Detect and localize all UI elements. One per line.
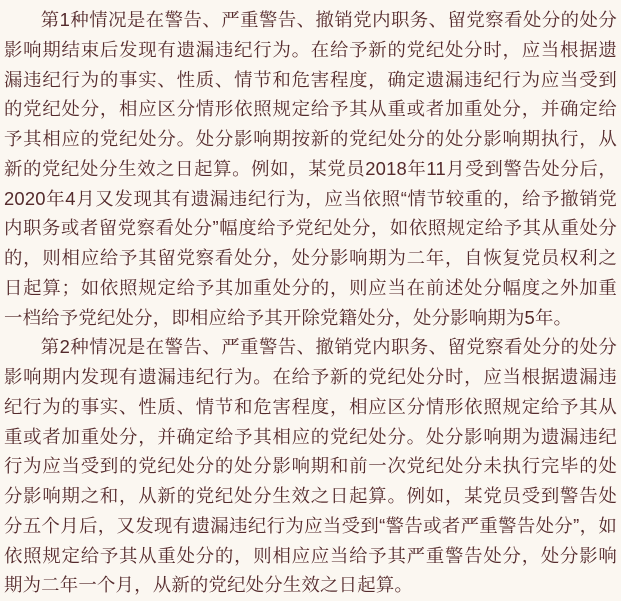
text-line: 重或者加重处分，并确定给予其相应的党纪处分。处分影响期为遗漏违纪 [4, 425, 617, 447]
text-line: 行为应当受到的党纪处分的处分影响期和前一次党纪处分未执行完毕的处 [4, 455, 617, 477]
text-line: 分影响期之和，从新的党纪处分生效之日起算。例如，某党员受到警告处 [4, 485, 617, 506]
text-line: 影响期结束后发现有遗漏违纪行为。在给予新的党纪处分时，应当根据遗 [4, 38, 617, 60]
text-line: 日起算；如依照规定给予其加重处分的，则应当在前述处分幅度之外加重 [4, 276, 617, 298]
text-line: 分五个月后，又发现有遗漏违纪行为应当受到“警告或者严重警告处分”，如 [4, 514, 617, 536]
text-line: 的，则相应给予其留党察看处分，处分影响期为二年，自恢复党员权利之 [4, 247, 617, 268]
text-line: 第1种情况是在警告、严重警告、撤销党内职务、留党察看处分的处分 [40, 9, 617, 30]
text-line: 漏违纪行为的事实、性质、情节和危害程度，确定遗漏违纪行为应当受到 [4, 68, 617, 90]
text-line: 期为二年一个月，从新的党纪处分生效之日起算。 [4, 574, 413, 596]
text-line: 影响期内发现有遗漏违纪行为。在给予新的党纪处分时，应当根据遗漏违 [4, 366, 617, 387]
paragraph-case-1 [4, 5, 617, 332]
text-line: 予其相应的党纪处分。处分影响期按新的党纪处分的处分影响期执行，从 [4, 128, 617, 149]
text-line: 依照规定给予其从重处分的，则相应应当给予其严重警告处分，处分影响 [4, 544, 617, 566]
text-line: 内职务或者留党察看处分”幅度给予党纪处分，如依照规定给予其从重处分 [4, 217, 617, 239]
text-line: 纪行为的事实、性质、情节和危害程度，相应区分情形依照规定给予其从 [4, 395, 617, 417]
text-line: 的党纪处分，相应区分情形依照规定给予其从重或者加重处分，并确定给 [4, 98, 617, 120]
paragraph-case-2 [4, 332, 617, 600]
text-line: 2020年4月又发现其有遗漏违纪行为，应当依照“情节较重的，给予撤销党 [4, 187, 617, 209]
text-line: 一档给予党纪处分，即相应给予其开除党籍处分，处分影响期为5年。 [4, 306, 573, 328]
text-line: 第2种情况是在警告、严重警告、撤销党内职务、留党察看处分的处分 [40, 336, 617, 358]
text-line: 新的党纪处分生效之日起算。例如，某党员2018年11月受到警告处分后， [4, 157, 617, 179]
